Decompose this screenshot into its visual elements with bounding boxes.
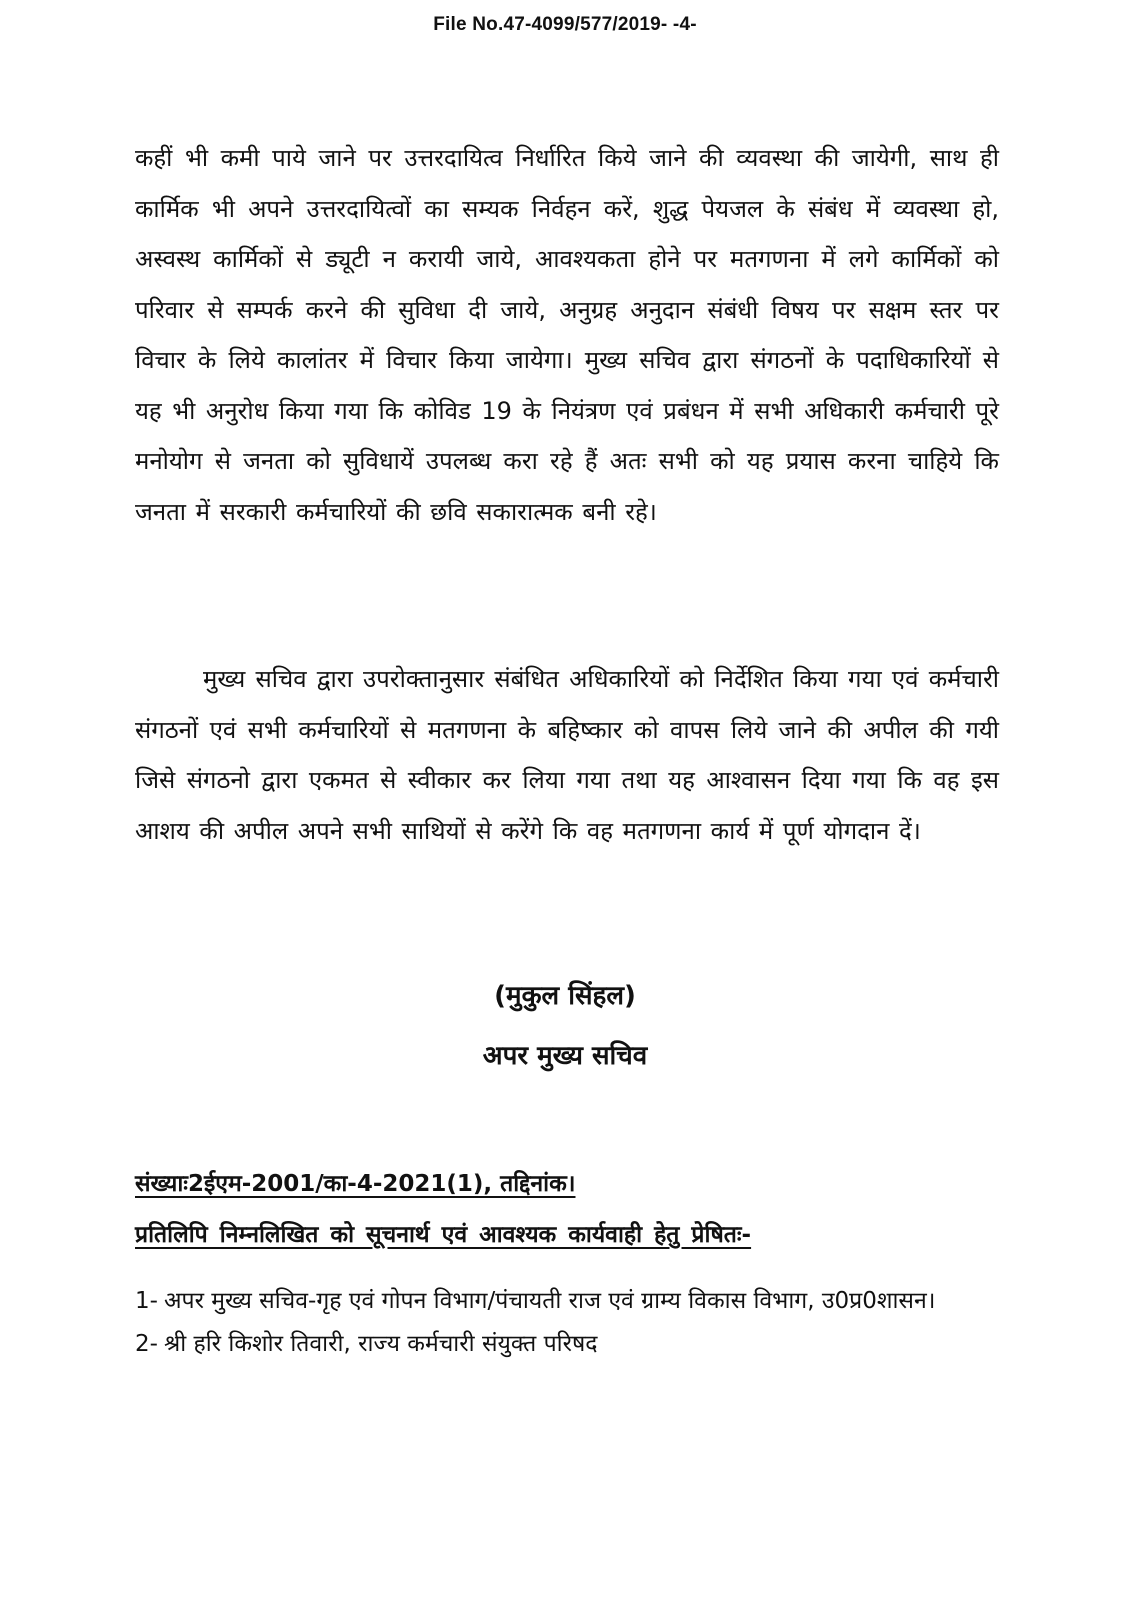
recipient-list [135,1280,999,1366]
list-item-number: 1- [135,1288,158,1314]
paragraph-text: मुख्य सचिव द्वारा उपरोक्तानुसार संबंधित अधिकारियों को निर्देशित किया गया एवं कर्मचारी संगठनों एवं सभी कर्मचारियों से मतगणना के बहिष्कार को वापस लिये जाने की अपील की गयी जिसे संगठनो द्वारा एकमत से स्वीकार कर लिया गया तथा यह आश्वासन दिया गया कि वह इस आशय की अपील अपने सभी साथियों से करेंगे कि वह मतगणना कार्य में पूर्ण योगदान दें। [135,665,999,845]
list-item [135,1323,999,1366]
reference-number: संख्याः2ईएम-2001/का-4-2021(1), तद्दिनांक। [135,1171,576,1197]
list-item-text: अपर मुख्य सचिव-गृह एवं गोपन विभाग/पंचायती राज एवं ग्राम्य विकास विभाग, उ0प्र0शासन। [163,1288,936,1314]
signatory-designation: अपर मुख्य सचिव [482,1041,648,1071]
body-paragraph-2 [135,654,999,856]
body-paragraph-1 [135,133,999,537]
copy-to-heading: प्रतिलिपि निम्नलिखित को सूचनार्थ एवं आवश्यक कार्यवाही हेतु प्रेषितः- [135,1222,752,1248]
list-item-number: 2- [135,1331,158,1357]
signatory-name: (मुकुल सिंहल) [494,981,636,1011]
list-item-text: श्री हरि किशोर तिवारी, राज्य कर्मचारी संयुक्त परिषद [163,1331,598,1357]
paragraph-text: कहीं भी कमी पाये जाने पर उत्तरदायित्व निर्धारित किये जाने की व्यवस्था की जायेगी, साथ ही कार्मिक भी अपने उत्तरदायित्वों का सम्यक निर्वहन करें, शुद्ध पेयजल के संबंध में व्यवस्था हो, अस्वस्थ कार्मिकों से ड्यूटी न करायी जाये, आवश्यकता होने पर मतगणना में लगे कार्मिकों को परिवार से सम्पर्क करने की सुविधा दी जाये, अनुग्रह अनुदान संबंधी विषय पर सक्षम स्तर पर विचार के लिये कालांतर में विचार किया जायेगा। मुख्य सचिव द्वारा संगठनों के पदाधिकारियों से यह भी अनुरोध किया गया कि कोविड 19 के नियंत्रण एवं प्रबंधन में सभी अधिकारी कर्मचारी पूरे मनोयोग से जनता को सुविधायें उपलब्ध करा रहे हैं अतः सभी को यह प्रयास करना चाहिये कि जनता में सरकारी कर्मचारियों की छवि सकारात्मक बनी रहे। [135,144,999,526]
list-item [135,1280,999,1323]
file-number-header: File No.47-4099/577/2019- -4- [433,14,697,35]
